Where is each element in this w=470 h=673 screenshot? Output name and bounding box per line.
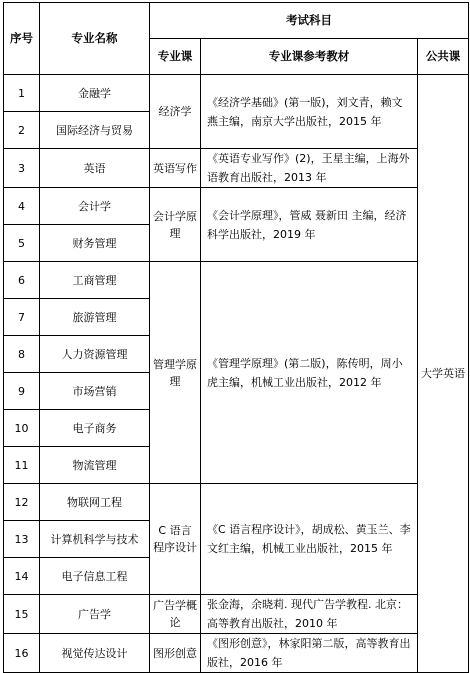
major-name: 电子商务	[40, 410, 150, 447]
major-name: 视觉传达设计	[40, 634, 150, 673]
course-name: 广告学概论	[150, 595, 201, 634]
major-name: 物流管理	[40, 447, 150, 484]
major-name: 市场营销	[40, 373, 150, 410]
table-row	[4, 75, 469, 112]
textbook-info: 《英语专业写作》(2)，王星主编，上海外语教育出版社，2013 年	[201, 149, 418, 188]
major-name: 工商管理	[40, 262, 150, 299]
table-row	[4, 634, 469, 673]
major-name: 计算机科学与技术	[40, 521, 150, 558]
table-row	[4, 262, 469, 299]
major-name: 国际经济与贸易	[40, 112, 150, 149]
header-row-1	[4, 3, 469, 39]
major-name: 人力资源管理	[40, 336, 150, 373]
row-number: 9	[4, 373, 40, 410]
public-course: 大学英语	[418, 75, 469, 673]
course-name: 英语写作	[150, 149, 201, 188]
header-public: 公共课	[418, 39, 469, 75]
table-row	[4, 484, 469, 521]
major-name: 英语	[40, 149, 150, 188]
table-row	[4, 149, 469, 188]
header-major: 专业名称	[40, 3, 150, 75]
major-name: 物联网工程	[40, 484, 150, 521]
textbook-info: 《经济学基础》(第一版)，刘文青，赖文燕主编，南京大学出版社，2015 年	[201, 75, 418, 149]
course-name: C 语言程序设计	[150, 484, 201, 595]
textbook-info: 《图形创意》，林家阳第二版，高等教育出版社，2016 年	[201, 634, 418, 673]
row-number: 4	[4, 188, 40, 225]
textbook-info: 《C 语言程序设计》，胡成松、黄玉兰、李文红主编，机械工业出版社，2015 年	[201, 484, 418, 595]
major-name: 会计学	[40, 188, 150, 225]
row-number: 12	[4, 484, 40, 521]
course-name: 经济学	[150, 75, 201, 149]
header-subjects: 考试科目	[150, 3, 469, 39]
row-number: 13	[4, 521, 40, 558]
major-name: 旅游管理	[40, 299, 150, 336]
textbook-info: 张金海，余晓莉. 现代广告学教程. 北京：高等教育出版社，2010 年	[201, 595, 418, 634]
row-number: 15	[4, 595, 40, 634]
row-number: 16	[4, 634, 40, 673]
major-name: 金融学	[40, 75, 150, 112]
row-number: 5	[4, 225, 40, 262]
course-name: 管理学原理	[150, 262, 201, 484]
header-textbook: 专业课参考教材	[201, 39, 418, 75]
row-number: 2	[4, 112, 40, 149]
table-row	[4, 595, 469, 634]
exam-subject-table	[3, 2, 469, 673]
major-name: 财务管理	[40, 225, 150, 262]
textbook-info: 《管理学原理》(第二版)，陈传明，周小虎主编，机械工业出版社，2012 年	[201, 262, 418, 484]
exam-subject-table-wrapper	[3, 2, 469, 673]
textbook-info: 《会计学原理》，管威 聂新田 主编，经济科学出版社，2019 年	[201, 188, 418, 262]
row-number: 10	[4, 410, 40, 447]
row-number: 7	[4, 299, 40, 336]
row-number: 6	[4, 262, 40, 299]
table-row	[4, 188, 469, 225]
row-number: 11	[4, 447, 40, 484]
row-number: 14	[4, 558, 40, 595]
header-seq: 序号	[4, 3, 40, 75]
row-number: 1	[4, 75, 40, 112]
row-number: 3	[4, 149, 40, 188]
row-number: 8	[4, 336, 40, 373]
major-name: 电子信息工程	[40, 558, 150, 595]
course-name: 图形创意	[150, 634, 201, 673]
header-course: 专业课	[150, 39, 201, 75]
course-name: 会计学原理	[150, 188, 201, 262]
major-name: 广告学	[40, 595, 150, 634]
